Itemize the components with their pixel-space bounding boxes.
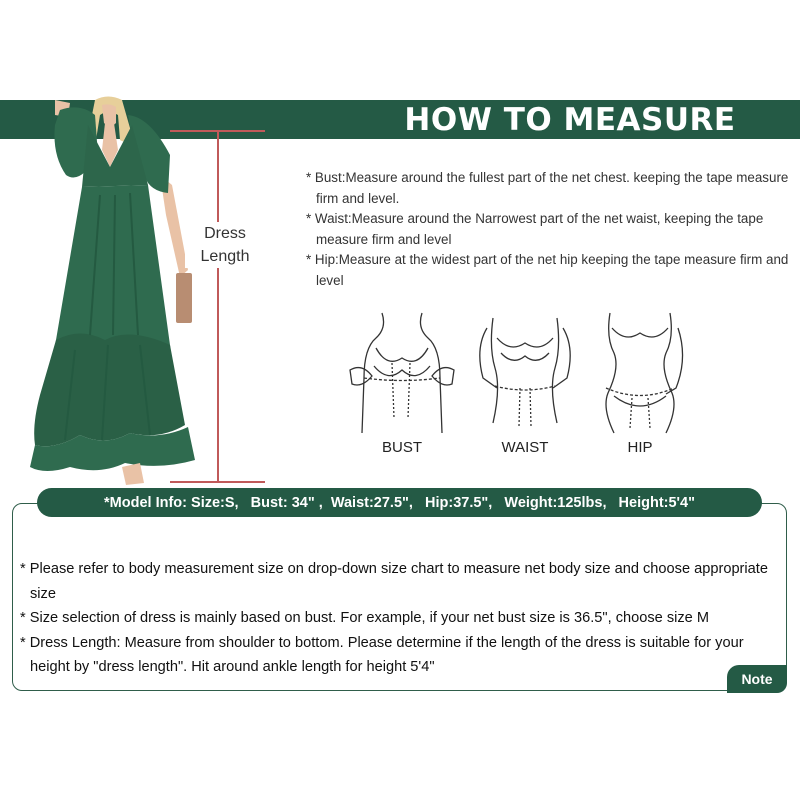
bust-figure-icon	[342, 308, 462, 438]
waist-figure-label: WAIST	[501, 439, 549, 456]
note-tag: Note	[727, 665, 787, 693]
dress-length-label	[185, 222, 265, 268]
instruction-waist: * Waist:Measure around the Narrowest part of the net waist, keeping the tape measure firm and level	[306, 211, 764, 247]
instruction-hip: * Hip:Measure at the widest part of the net hip keeping the tape measure firm and level	[306, 252, 789, 288]
measure-instructions	[306, 168, 794, 291]
waist-figure-icon	[465, 308, 585, 438]
page-title: HOW TO MEASURE	[404, 101, 736, 138]
instruction-bust: * Bust:Measure around the fullest part of the net chest. keeping the tape measure firm and level.	[306, 170, 789, 206]
notes-list	[20, 557, 785, 680]
dress-length-line	[217, 130, 219, 482]
measure-figures	[330, 308, 710, 468]
dress-length-bottom-marker	[170, 481, 265, 483]
note-item-1: * Please refer to body measurement size on drop-down size chart to measure net body size and choose appropriate size	[20, 561, 768, 602]
model-dress-image	[10, 95, 210, 495]
dress-length-label-line2: Length	[200, 248, 250, 265]
note-item-3: * Dress Length: Measure from shoulder to bottom. Please determine if the length of the dress is suitable for your height by "dress length". Hit around ankle length for height 5'4"	[20, 634, 744, 675]
note-item-2: * Size selection of dress is mainly based on bust. For example, if your net bust size is 36.5", choose size M	[20, 610, 709, 626]
bust-figure-label: BUST	[381, 439, 422, 456]
hip-figure-label: HIP	[627, 439, 653, 456]
dress-length-label-line1: Dress	[204, 225, 246, 242]
model-info-banner: *Model Info: Size:S, Bust: 34" , Waist:27.5", Hip:37.5", Weight:125lbs, Height:5'4"	[37, 488, 762, 517]
hip-figure-icon	[580, 308, 700, 438]
